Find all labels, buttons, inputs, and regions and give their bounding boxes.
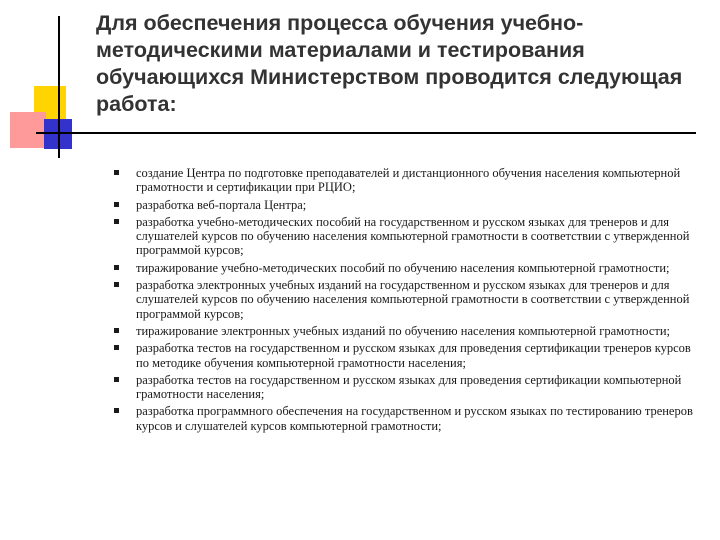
slide-title: Для обеспечения процесса обучения учебно-методическими материалами и тестирования обучающихся Министерством проводится следующая работа:: [96, 11, 683, 116]
decorative-horizontal-line: [36, 132, 696, 134]
square-bullet-icon: [114, 202, 119, 207]
list-item-text: разработка учебно-методических пособий на государственном и русском языках для тренеров и для слушателей курсов по обучению населения компьютерной грамотности в соответствии с утвержденной программой курсов;: [136, 214, 690, 258]
list-item: [114, 198, 704, 212]
list-item: [114, 261, 704, 275]
list-item-text: тиражирование электронных учебных изданий по обучению населения компьютерной грамотности;: [136, 323, 671, 338]
square-bullet-icon: [114, 265, 119, 270]
square-bullet-icon: [114, 377, 119, 382]
list-item: [114, 278, 704, 321]
list-item: [114, 166, 704, 195]
list-item: [114, 324, 704, 338]
square-bullet-icon: [114, 282, 119, 287]
square-bullet-icon: [114, 328, 119, 333]
list-item-text: разработка программного обеспечения на государственном и русском языках по тестированию тренеров курсов и слушателей курсов компьютерной грамотности;: [136, 404, 693, 433]
list-item-text: разработка электронных учебных изданий на государственном и русском языках для тренеров и для слушателей курсов по обучению населения компьютерной грамотности в соответствии с утвержденной программой курсов;: [136, 278, 690, 321]
list-item: [114, 341, 704, 370]
square-bullet-icon: [114, 345, 119, 350]
list-item-text: разработка тестов на государственном и русском языках для проведения сертификации компьютерной грамотности населения;: [136, 372, 682, 402]
square-bullet-icon: [114, 408, 119, 413]
list-item-text: разработка тестов на государственном и русском языках для проведения сертификации тренеров курсов по методике обучения компьютерной грамотности населения;: [136, 341, 691, 370]
list-item-text: разработка веб-портала Центра;: [136, 197, 307, 212]
decorative-vertical-line: [58, 16, 60, 158]
list-item: [114, 404, 704, 433]
list-item-text: тиражирование учебно-методических пособий по обучению населения компьютерной грамотности;: [136, 260, 670, 275]
square-bullet-icon: [114, 219, 119, 224]
list-item: [114, 215, 704, 258]
bullet-list: [114, 166, 704, 436]
list-item: [114, 373, 704, 402]
list-item-text: создание Центра по подготовке преподавателей и дистанционного обучения населения компьютерной грамотности и сертификации при РЦИО;: [136, 166, 681, 195]
square-bullet-icon: [114, 170, 119, 175]
decorative-pink-square: [10, 112, 46, 148]
